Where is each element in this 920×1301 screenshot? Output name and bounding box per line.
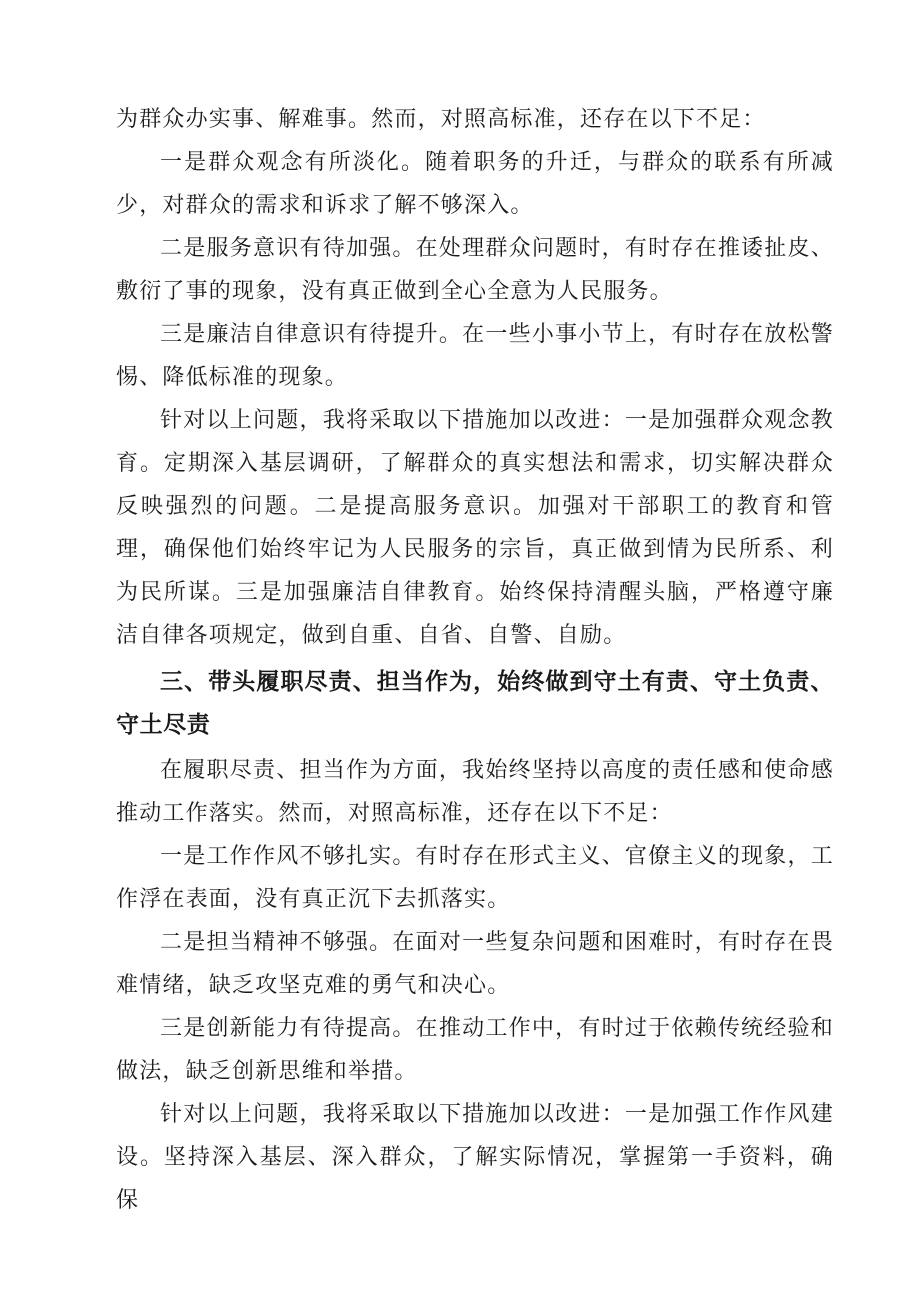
paragraph-issue-2: 二是服务意识有待加强。在处理群众问题时，有时存在推诿扯皮、敷衍了事的现象，没有真正做到全心全意为人民服务。 <box>116 236 834 304</box>
paragraph-shortfall-2: 二是担当精神不够强。在面对一些复杂问题和困难时，有时存在畏难情绪，缺乏攻坚克难的勇气和决心。 <box>116 930 834 998</box>
paragraph-shortfall-3: 三是创新能力有待提高。在推动工作中，有时过于依赖传统经验和做法，缺乏创新思维和举措。 <box>116 1016 834 1084</box>
paragraph-section-intro: 在履职尽责、担当作为方面，我始终坚持以高度的责任感和使命感推动工作落实。然而，对照高标准，还存在以下不足： <box>116 758 834 826</box>
paragraph-issue-3: 三是廉洁自律意识有待提升。在一些小事小节上，有时存在放松警惕、降低标准的现象。 <box>116 322 834 390</box>
paragraph-shortfall-1: 一是工作作风不够扎实。有时存在形式主义、官僚主义的现象，工作浮在表面，没有真正沉下去抓落实。 <box>116 844 834 912</box>
paragraph-improvement: 针对以上问题，我将采取以下措施加以改进：一是加强工作作风建设。坚持深入基层、深入群众，了解实际情况，掌握第一手资料，确保 <box>116 1102 834 1213</box>
paragraph-measures: 针对以上问题，我将采取以下措施加以改进：一是加强群众观念教育。定期深入基层调研，了解群众的真实想法和需求，切实解决群众反映强烈的问题。二是提高服务意识。加强对干部职工的教育和管理，确保他们始终牢记为人民服务的宗旨，真正做到情为民所系、利为民所谋。三是加强廉洁自律教育。始终保持清醒头脑，严格遵守廉洁自律各项规定，做到自重、自省、自警、自励。 <box>116 408 834 648</box>
section-heading-3: 三、带头履职尽责、担当作为，始终做到守土有责、守土负责、守土尽责 <box>116 669 834 738</box>
paragraph-issue-1: 一是群众观念有所淡化。随着职务的升迁，与群众的联系有所减少，对群众的需求和诉求了解不够深入。 <box>116 150 834 218</box>
paragraph-continuation: 为群众办实事、解难事。然而，对照高标准，还存在以下不足： <box>116 107 766 132</box>
